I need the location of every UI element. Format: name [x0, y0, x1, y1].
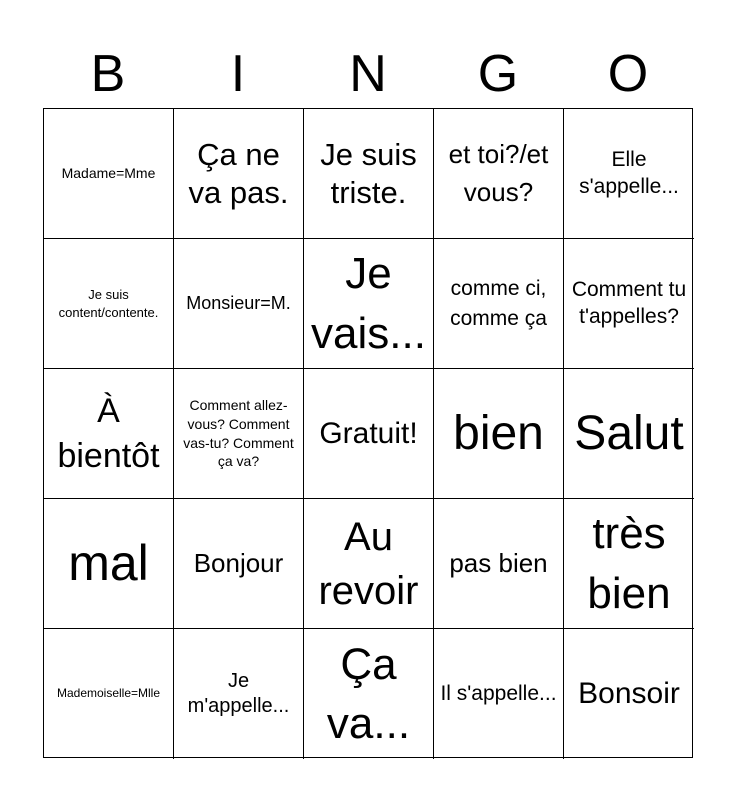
bingo-cell[interactable]: et toi?/et vous?	[434, 109, 564, 239]
bingo-cell[interactable]: Il s'appelle...	[434, 629, 564, 759]
bingo-cell[interactable]: Mademoiselle=Mlle	[44, 629, 174, 759]
header-letter-g: G	[477, 45, 519, 103]
bingo-cell[interactable]: Au revoir	[304, 499, 434, 629]
header-letter-i: I	[230, 45, 246, 103]
bingo-cell[interactable]: bien	[434, 369, 564, 499]
bingo-header	[43, 40, 693, 108]
bingo-cell[interactable]: comme ci, comme ça	[434, 239, 564, 369]
bingo-cell[interactable]: Madame=Mme	[44, 109, 174, 239]
bingo-cell[interactable]: Bonjour	[174, 499, 304, 629]
bingo-cell[interactable]: Je suis content/contente.	[44, 239, 174, 369]
bingo-cell[interactable]: Salut	[564, 369, 694, 499]
header-letter-o: O	[607, 45, 649, 103]
bingo-cell[interactable]: Comment allez-vous? Comment vas-tu? Comment ça va?	[174, 369, 304, 499]
bingo-cell[interactable]: Comment tu t'appelles?	[564, 239, 694, 369]
header-letter-n: N	[349, 45, 387, 103]
bingo-cell[interactable]: pas bien	[434, 499, 564, 629]
bingo-cell[interactable]: Monsieur=M.	[174, 239, 304, 369]
bingo-cell[interactable]: Je suis triste.	[304, 109, 434, 239]
bingo-cell[interactable]: très bien	[564, 499, 694, 629]
bingo-cell[interactable]: Ça ne va pas.	[174, 109, 304, 239]
bingo-cell[interactable]: Ça va...	[304, 629, 434, 759]
bingo-cell[interactable]: Je m'appelle...	[174, 629, 304, 759]
bingo-cell[interactable]: Bonsoir	[578, 677, 680, 710]
bingo-cell[interactable]: Je vais...	[304, 239, 434, 369]
bingo-cell[interactable]: mal	[44, 499, 174, 629]
bingo-cell[interactable]: À bientôt	[44, 369, 174, 499]
bingo-cell[interactable]: Elle s'appelle...	[564, 109, 694, 239]
header-letter-b: B	[90, 45, 126, 103]
bingo-board	[43, 108, 693, 758]
bingo-cell[interactable]: Gratuit!	[304, 369, 434, 499]
